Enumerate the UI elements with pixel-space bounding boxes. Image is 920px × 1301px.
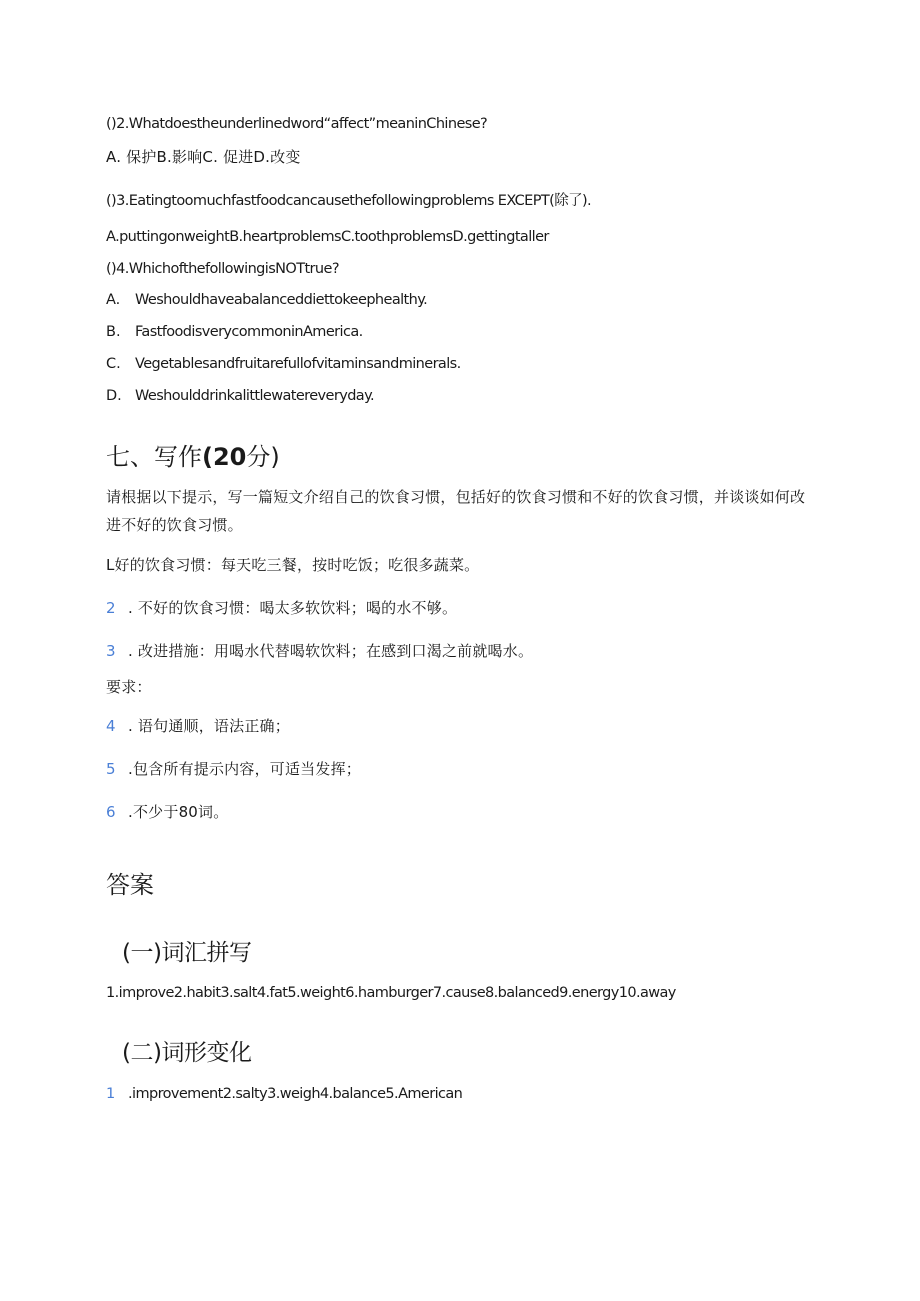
- question-3-stem: ()3.Eatingtoomuchfastfoodcancausethefollowingproblems EXCEPT(除了).: [106, 193, 592, 209]
- requirement-text: . 语句通顺，语法正确；: [128, 717, 290, 735]
- list-number: 1: [106, 1086, 116, 1102]
- requirement-6: [106, 802, 228, 822]
- hint-text: . 不好的饮食习惯：喝太多软饮料；喝的水不够。: [128, 599, 458, 617]
- word-forms-section-title: (二)词形变化: [122, 1040, 252, 1066]
- option-text: FastfoodisverycommoninAmerica.: [135, 324, 363, 340]
- writing-hint-2: [106, 598, 457, 618]
- question-2-stem: ()2.Whatdoestheunderlinedword“affect”meaninChinese?: [106, 116, 488, 132]
- vocab-answers: 1.improve2.habit3.salt4.fat5.weight6.hamburger7.cause8.balanced9.energy10.away: [106, 985, 676, 1001]
- question-4-stem: ()4.WhichofthefollowingisNOTtrue?: [106, 261, 339, 277]
- list-number: 6: [106, 803, 116, 821]
- option-text: Vegetablesandfruitarefullofvitaminsandminerals.: [135, 356, 461, 372]
- word-forms-answers: [106, 1084, 462, 1104]
- requirements-label: 要求：: [106, 678, 152, 696]
- option-text: Weshoulddrinkalittlewatereveryday.: [135, 388, 375, 404]
- list-number: 2: [106, 599, 116, 617]
- option-label: A.: [106, 292, 121, 308]
- writing-prompt: 请根据以下提示，写一篇短文介绍自己的饮食习惯，包括好的饮食习惯和不好的饮食习惯，并谈谈如何改进不好的饮食习惯。: [106, 488, 806, 534]
- hint-text: . 改进措施：用喝水代替喝软饮料；在感到口渴之前就喝水。: [128, 642, 534, 660]
- question-3-options: A.puttingonweightB.heartproblemsC.toothproblemsD.gettingtaller: [106, 229, 549, 245]
- vocab-section-title: (一)词汇拼写: [122, 940, 252, 966]
- option-label: C.: [106, 356, 121, 372]
- requirement-5: [106, 759, 361, 779]
- list-number: 5: [106, 760, 116, 778]
- question-4-option-d: [106, 388, 374, 404]
- requirement-4: [106, 716, 290, 736]
- writing-title-prefix: 七、写作: [106, 443, 202, 471]
- requirement-text: .包含所有提示内容，可适当发挥；: [128, 760, 361, 778]
- requirement-text: .不少于80词。: [128, 803, 229, 821]
- question-2-options: A. 保护B.影响C. 促进D.改变: [106, 148, 301, 166]
- writing-hint-1: L好的饮食习惯：每天吃三餐，按时吃饭；吃很多蔬菜。: [106, 556, 480, 574]
- writing-title-score: (20: [202, 443, 247, 471]
- question-4-option-b: [106, 324, 363, 340]
- word-forms-text: .improvement2.salty3.weigh4.balance5.American: [128, 1086, 463, 1102]
- list-number: 4: [106, 717, 116, 735]
- question-4-option-c: [106, 356, 461, 372]
- answers-title: 答案: [106, 871, 154, 899]
- question-4-option-a: [106, 292, 427, 308]
- option-label: B.: [106, 324, 121, 340]
- option-text: Weshouldhaveabalanceddiettokeephealthy.: [135, 292, 428, 308]
- writing-hint-3: [106, 641, 533, 661]
- list-number: 3: [106, 642, 116, 660]
- option-label: D.: [106, 388, 122, 404]
- writing-section-title: [106, 437, 280, 472]
- writing-title-suffix: 分): [246, 443, 280, 471]
